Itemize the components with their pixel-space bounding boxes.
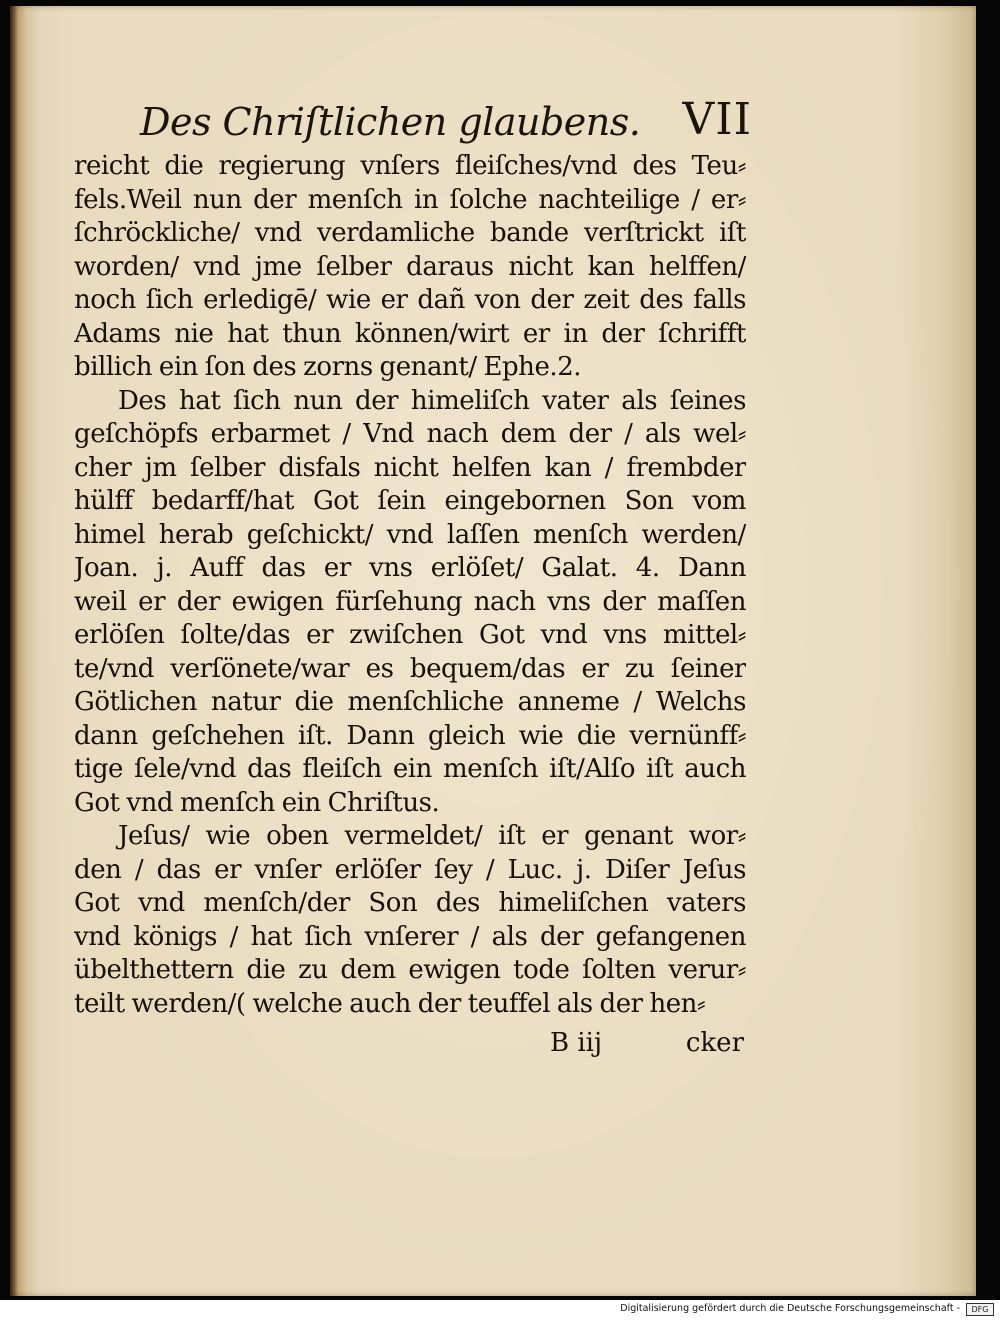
text-line: tige ſele/vnd das fleiſch ein menſch iſt/Alſo iſt auch (74, 754, 746, 784)
text-line: worden/ vnd jme ſelber daraus nicht kan helffen/ (74, 251, 746, 282)
text-line: hülff bedarff/hat Got ſein eingebornen Son vom (74, 486, 746, 516)
text-block (74, 150, 746, 1021)
text-line: Jeſus/ wie oben vermeldet/ iſt er genant wor⸗ (118, 821, 746, 851)
text-line: Got vnd menſch/der Son des himeliſchen vaters (74, 888, 746, 918)
text-line: billich ein ſon des zorns genant/ Ephe.2. (74, 352, 582, 382)
text-line: Adams nie hat thun können/wirt er in der ſchrifft (74, 318, 746, 349)
text-line: himel herab geſchickt/ vnd laſſen menſch werden/ (74, 519, 746, 550)
text-line: den / das er vnſer erlöſer ſey / Luc. j. Diſer Jeſus (74, 854, 746, 885)
text-line: dann geſchehen iſt. Dann gleich wie die vernünff⸗ (74, 720, 746, 751)
running-title: Des Chriſtlichen glaubens. (140, 100, 641, 144)
text-line: Des hat ſich nun der himeliſch vater als ſeines (118, 385, 746, 416)
text-line: te/vnd verſönete/war es bequem/das er zu ſeiner (74, 653, 746, 684)
footer-bar (0, 1300, 1000, 1320)
text-line: reicht die regierung vnſers fleiſches/vnd des Teu⸗ (74, 151, 746, 181)
text-line: weil er der ewigen fürſehung nach vns der maſſen (74, 586, 746, 617)
text-line: Götlichen natur die menſchliche anneme / Welchs (74, 687, 746, 717)
text-line: noch ſich erledigē/ wie er dañ von der zeit des falls (74, 285, 746, 315)
text-line: vnd königs / hat ſich vnſerer / als der gefangenen (74, 921, 746, 952)
text-line: fels.Weil nun der menſch in ſolche nachteilige / er⸗ (74, 184, 746, 215)
footer-credit: Digitalisierung gefördert durch die Deutsche Forschungsgemeinschaft - (620, 1303, 960, 1314)
book-page (10, 6, 976, 1296)
text-line: erlöſen ſolte/das er zwiſchen Got vnd vns mittel⸗ (74, 620, 746, 650)
text-line: übelthettern die zu dem ewigen tode ſolten verur⸗ (74, 955, 746, 985)
dfg-logo: DFG (966, 1303, 994, 1316)
text-line: cher jm ſelber disfals nicht helfen kan / frembder (74, 452, 746, 483)
text-line: ſchröckliche/ vnd verdamliche bande verſtrickt iſt (74, 218, 746, 248)
text-line: Got vnd menſch ein Chriſtus. (74, 787, 440, 818)
catchline (550, 1028, 750, 1064)
catchword: cker (685, 1028, 744, 1058)
signature-mark: B iij (550, 1028, 603, 1058)
folio-number: VII (682, 94, 752, 145)
text-line: teilt werden/( welche auch der teuffel als der hen⸗ (74, 988, 706, 1019)
running-head (140, 94, 752, 154)
text-line: geſchöpfs erbarmet / Vnd nach dem der / als wel⸗ (74, 419, 746, 449)
spine-shadow (10, 6, 18, 1296)
text-line: Joan. j. Auff das er vns erlöſet/ Galat. 4. Dann (74, 553, 746, 583)
